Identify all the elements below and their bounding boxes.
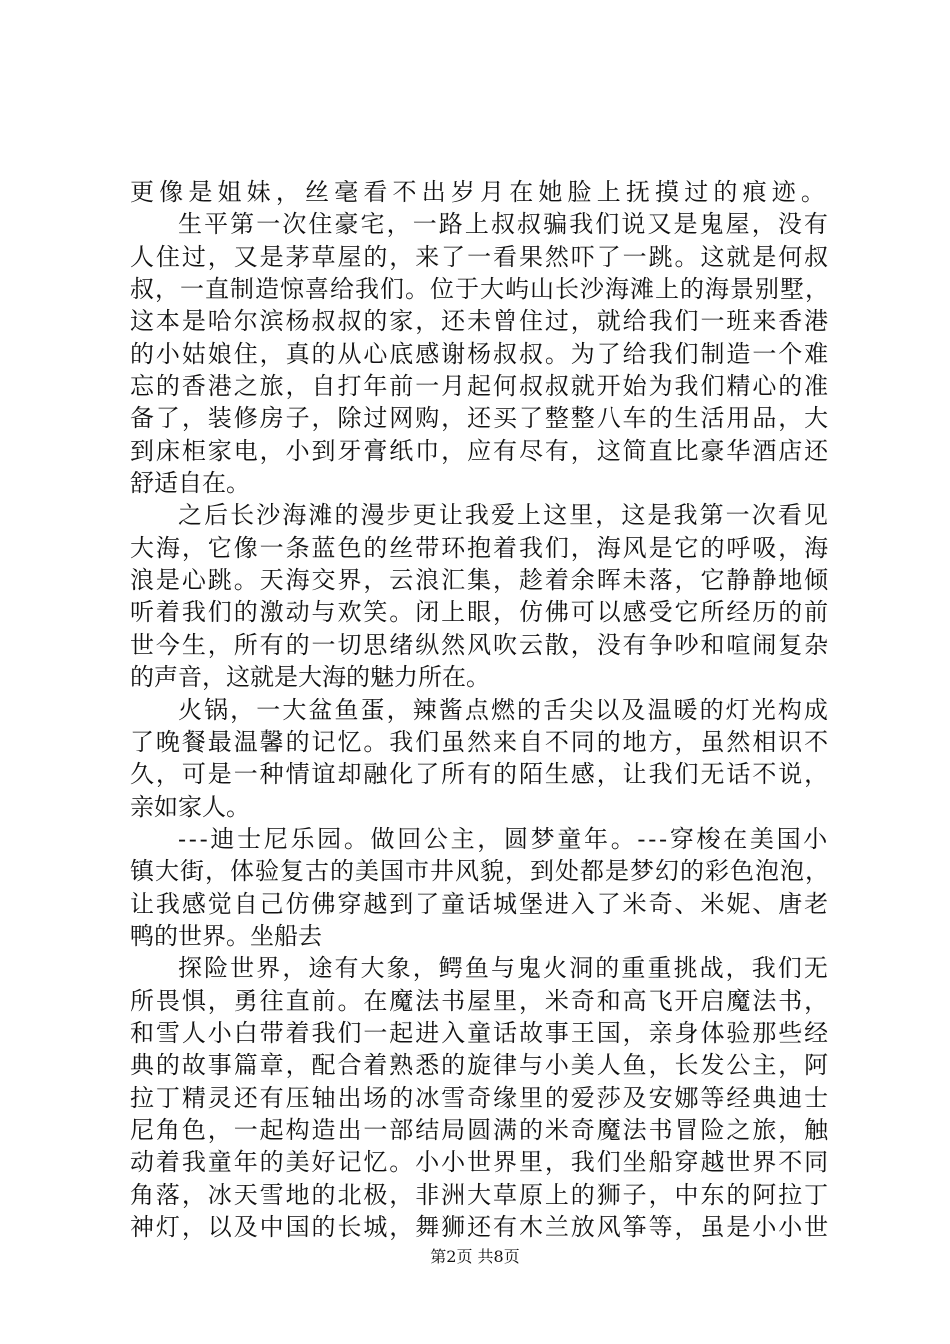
text-line: 让我感觉自己仿佛穿越到了童话城堡进入了米奇、米妮、唐老 bbox=[130, 889, 831, 918]
text-line: 典的故事篇章，配合着熟悉的旋律与小美人鱼，长发公主，阿 bbox=[130, 1051, 831, 1080]
text-line: 舒适自在。 bbox=[130, 469, 250, 498]
text-line: 拉丁精灵还有压轴出场的冰雪奇缘里的爱莎及安娜等经典迪士 bbox=[130, 1083, 831, 1112]
text-line: 之后长沙海滩的漫步更让我爱上这里，这是我第一次看见 bbox=[178, 501, 830, 530]
text-line: 了晚餐最温馨的记忆。我们虽然来自不同的地方，虽然相识不 bbox=[130, 727, 831, 756]
text-line: 神灯，以及中国的长城，舞狮还有木兰放风筝等，虽是小小世 bbox=[130, 1213, 831, 1241]
text-line: 亲如家人。 bbox=[130, 792, 250, 821]
text-line: 世今生，所有的一切思绪纵然风吹云散，没有争吵和喧闹复杂 bbox=[130, 630, 831, 659]
text-line: 更像是姐妹，丝毫看不出岁月在她脸上抚摸过的痕迹。 bbox=[130, 178, 831, 206]
text-line: 鸭的世界。坐船去 bbox=[130, 921, 322, 950]
text-line: 所畏惧，勇往直前。在魔法书屋里，米奇和高飞开启魔法书， bbox=[130, 986, 831, 1015]
text-line: 叔，一直制造惊喜给我们。位于大屿山长沙海滩上的海景别墅， bbox=[130, 275, 830, 304]
text-line: 这本是哈尔滨杨叔叔的家，还未曾住过，就给我们一班来香港 bbox=[130, 307, 831, 336]
text-line: 人住过，又是茅草屋的，来了一看果然吓了一跳。这就是何叔 bbox=[130, 242, 831, 271]
text-line: 镇大街，体验复古的美国市井风貌，到处都是梦幻的彩色泡泡， bbox=[130, 857, 830, 886]
text-line: 火锅，一大盆鱼蛋，辣酱点燃的舌尖以及温暖的灯光构成 bbox=[178, 695, 830, 724]
text-line: 的声音，这就是大海的魅力所在。 bbox=[130, 663, 490, 692]
text-line: 听着我们的激动与欢笑。闭上眼，仿佛可以感受它所经历的前 bbox=[130, 598, 831, 627]
body-text bbox=[130, 176, 830, 1243]
text-line: 到床柜家电，小到牙膏纸巾，应有尽有，这简直比豪华酒店还 bbox=[130, 436, 831, 465]
text-line: 大海，它像一条蓝色的丝带环抱着我们，海风是它的呼吸，海 bbox=[130, 533, 831, 562]
page-footer: 第2页 共8页 bbox=[430, 1247, 520, 1266]
text-line: 浪是心跳。天海交界，云浪汇集，趁着余晖未落，它静静地倾 bbox=[130, 566, 831, 595]
text-line: 生平第一次住豪宅，一路上叔叔骗我们说又是鬼屋，没有 bbox=[178, 210, 830, 239]
text-line: 角落，冰天雪地的北极，非洲大草原上的狮子，中东的阿拉丁 bbox=[130, 1180, 831, 1209]
text-line: 动着我童年的美好记忆。小小世界里，我们坐船穿越世界不同 bbox=[130, 1148, 831, 1177]
text-line: 久，可是一种情谊却融化了所有的陌生感，让我们无话不说， bbox=[130, 760, 831, 789]
text-line: 和雪人小白带着我们一起进入童话故事王国，亲身体验那些经 bbox=[130, 1018, 831, 1047]
text-line: ---迪士尼乐园。做回公主，圆梦童年。---穿梭在美国小 bbox=[178, 824, 830, 853]
text-line: 备了，装修房子，除过网购，还买了整整八车的生活用品，大 bbox=[130, 404, 831, 433]
text-line: 忘的香港之旅，自打年前一月起何叔叔就开始为我们精心的准 bbox=[130, 372, 831, 401]
text-line: 探险世界，途有大象，鳄鱼与鬼火洞的重重挑战，我们无 bbox=[178, 954, 830, 983]
text-line: 的小姑娘住，真的从心底感谢杨叔叔。为了给我们制造一个难 bbox=[130, 339, 831, 368]
text-line: 尼角色，一起构造出一部结局圆满的米奇魔法书冒险之旅，触 bbox=[130, 1115, 831, 1144]
